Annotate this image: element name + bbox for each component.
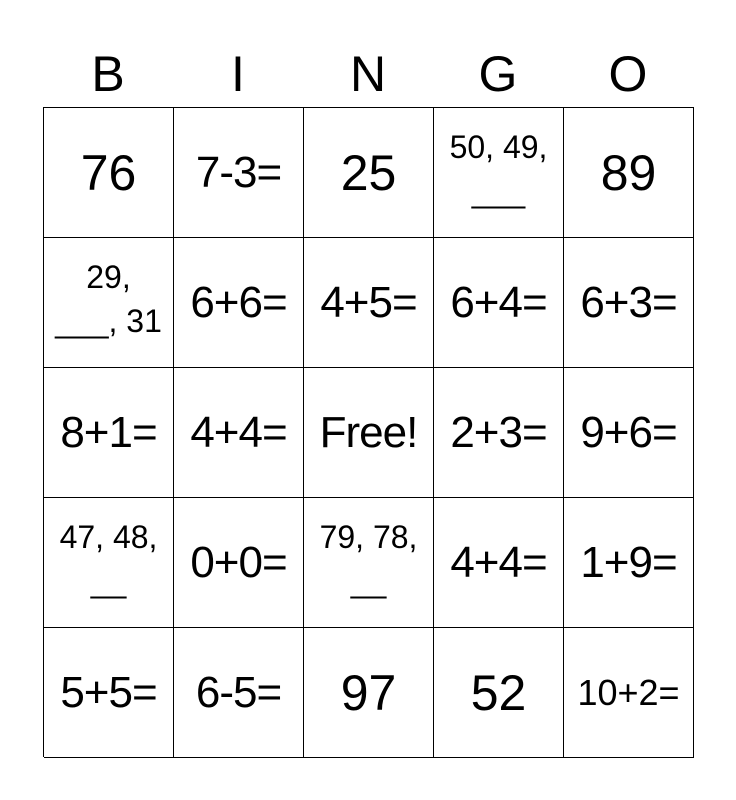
header-letter-n: N xyxy=(349,46,387,102)
bingo-cell[interactable]: 5+5= xyxy=(44,628,174,758)
bingo-cell[interactable]: 4+4= xyxy=(174,368,304,498)
header-letter-g: G xyxy=(478,46,518,102)
bingo-cell[interactable]: 1+9= xyxy=(564,498,694,628)
header-letter-b: B xyxy=(91,46,125,102)
bingo-header xyxy=(43,44,693,104)
bingo-cell[interactable]: 6+6= xyxy=(174,238,304,368)
bingo-cell[interactable]: 6+4= xyxy=(434,238,564,368)
bingo-cell[interactable]: 7-3= xyxy=(174,108,304,238)
bingo-cell[interactable]: 10+2= xyxy=(564,628,694,758)
header-letter-o: O xyxy=(608,46,648,102)
bingo-cell[interactable]: 8+1= xyxy=(44,368,174,498)
bingo-cell[interactable]: 0+0= xyxy=(174,498,304,628)
bingo-cell[interactable]: 4+5= xyxy=(304,238,434,368)
header-letter-i: I xyxy=(231,46,245,102)
bingo-cell[interactable]: 97 xyxy=(304,628,434,758)
free-space-cell[interactable]: Free! xyxy=(304,368,434,498)
bingo-cell[interactable]: 4+4= xyxy=(434,498,564,628)
bingo-cell[interactable]: 76 xyxy=(44,108,174,238)
bingo-cell[interactable]: 79, 78, __ xyxy=(304,498,434,628)
bingo-cell[interactable]: 25 xyxy=(304,108,434,238)
bingo-board xyxy=(43,107,694,757)
bingo-cell[interactable]: 89 xyxy=(564,108,694,238)
bingo-cell[interactable]: 2+3= xyxy=(434,368,564,498)
bingo-cell[interactable]: 52 xyxy=(434,628,564,758)
bingo-cell[interactable]: 6+3= xyxy=(564,238,694,368)
bingo-cell[interactable]: 6-5= xyxy=(174,628,304,758)
bingo-cell[interactable]: 29, ___, 31 xyxy=(44,238,174,368)
bingo-cell[interactable]: 47, 48, __ xyxy=(44,498,174,628)
bingo-cell[interactable]: 9+6= xyxy=(564,368,694,498)
bingo-cell[interactable]: 50, 49, ___ xyxy=(434,108,564,238)
